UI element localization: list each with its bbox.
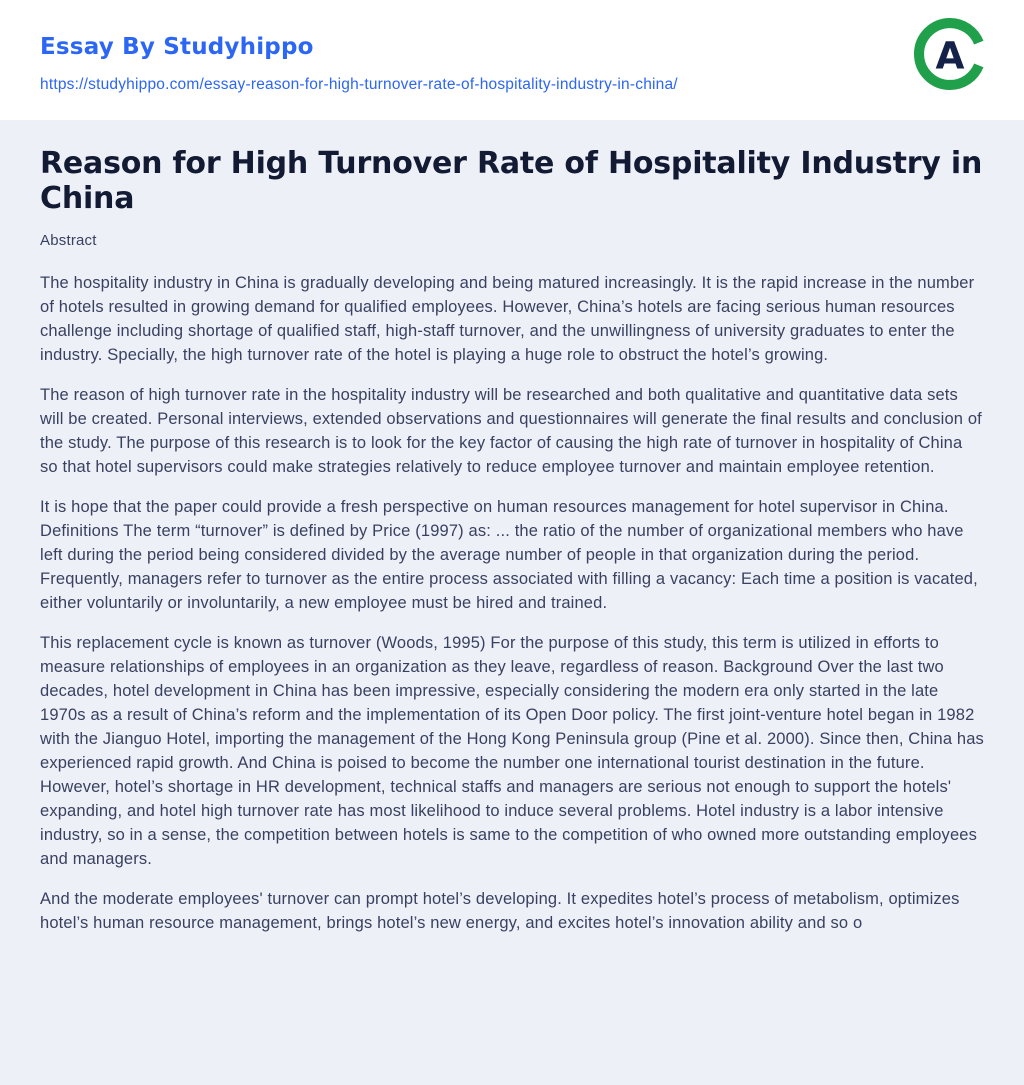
essay-content	[0, 120, 1024, 1085]
abstract-label: Abstract	[40, 232, 97, 250]
site-header	[0, 0, 1024, 120]
essay-title: Reason for High Turnover Rate of Hospitality Industry in China	[40, 146, 983, 217]
essay-paragraph: This replacement cycle is known as turnover (Woods, 1995) For the purpose of this study, this term is utilized in efforts to measure relationships of employees in an organization as they leave, regardless of reason. Background Over the last two decades, hotel development in China has been impressive, especially considering the modern era only started in the late 1970s as a result of China’s reform and the implementation of its Open Door policy. The first joint-venture hotel began in 1982 with the Jianguo Hotel, importing the management of the Hong Kong Peninsula group (Pine et al. 2000). Since then, China has experienced rapid growth. And China is poised to become the number one international tourist destination in the future. However, hotel’s shortage in HR development, technical staffs and managers are serious not enough to support the hotels' expanding, and hotel high turnover rate has most likelihood to induce several problems. Hotel industry is a labor intensive industry, so in a sense, the competition between hotels is same to the competition of who owned more outstanding employees and managers.	[40, 634, 984, 869]
logo-letter: A	[935, 33, 965, 78]
essay-paragraph: The hospitality industry in China is gradually developing and being matured increasingly. It is the rapid increase in the number of hotels resulted in growing demand for qualified employees. However, China’s hotels are facing serious human resources challenge including shortage of qualified staff, high-staff turnover, and the unwillingness of university graduates to enter the industry. Specially, the high turnover rate of the hotel is playing a huge role to obstruct the hotel’s growing.	[40, 274, 975, 365]
essay-paragraph: The reason of high turnover rate in the hospitality industry will be researched and both qualitative and quantitative data sets will be created. Personal interviews, extended observations and questionnaires will generate the final results and conclusion of the study. The purpose of this research is to look for the key factor of causing the high rate of turnover in hospitality of China so that hotel supervisors could make strategies relatively to reduce employee turnover and maintain employee retention.	[40, 386, 982, 477]
essay-paragraphs	[40, 271, 984, 935]
studyhippo-logo-icon	[914, 18, 986, 90]
essay-paragraph: It is hope that the paper could provide a fresh perspective on human resources management for hotel supervisor in China. Definitions The term “turnover” is defined by Price (1997) as: ... the ratio of the number of organizational members who have left during the period being considered divided by the average number of people in that organization during the period. Frequently, managers refer to turnover as the entire process associated with filling a vacancy: Each time a position is vacated, either voluntarily or involuntarily, a new employee must be hired and trained.	[40, 498, 978, 613]
site-title: Essay By Studyhippo	[40, 34, 314, 60]
essay-url-link[interactable]: https://studyhippo.com/essay-reason-for-high-turnover-rate-of-hospitality-industry-in-china/	[40, 76, 678, 93]
essay-paragraph: And the moderate employees' turnover can prompt hotel’s developing. It expedites hotel’s process of metabolism, optimizes hotel’s human resource management, brings hotel’s new energy, and excites hotel’s innovation ability and so o	[40, 890, 960, 933]
